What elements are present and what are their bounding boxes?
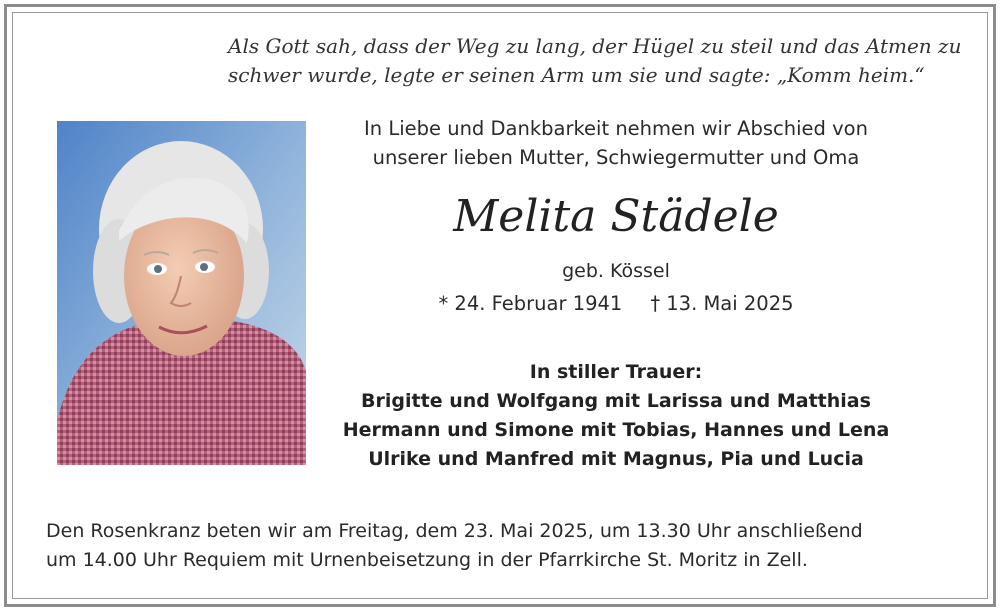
service-line: Den Rosenkranz beten wir am Freitag, dem 23. Mai 2025, um 13.30 Uhr anschließend [46, 520, 863, 542]
mourner-line: Hermann und Simone mit Tobias, Hannes und Lena [342, 419, 890, 441]
farewell-text [316, 114, 916, 172]
death-date: † 13. Mai 2025 [650, 292, 794, 315]
birth-date: * 24. Februar 1941 [438, 292, 623, 315]
mourner-line: Ulrike und Manfred mit Magnus, Pia und Lucia [368, 448, 864, 470]
mourners-block [316, 358, 916, 474]
birth-name: geb. Kössel [562, 260, 670, 282]
opening-quote [228, 32, 968, 90]
farewell-line: unserer lieben Mutter, Schwiegermutter und Oma [372, 146, 860, 169]
quote-line: schwer wurde, legte er seinen Arm um sie und sagte: „Komm heim.“ [228, 63, 925, 87]
service-info [46, 517, 976, 575]
mourner-line: Brigitte und Wolfgang mit Larissa und Matthias [361, 390, 871, 412]
quote-line: Als Gott sah, dass der Weg zu lang, der Hügel zu steil und das Atmen zu [228, 34, 962, 58]
life-dates [316, 290, 916, 318]
portrait-photo [57, 121, 306, 465]
farewell-line: In Liebe und Dankbarkeit nehmen wir Abschied von [364, 117, 868, 140]
mourners-heading: In stiller Trauer: [529, 361, 703, 383]
service-line: um 14.00 Uhr Requiem mit Urnenbeisetzung in der Pfarrkirche St. Moritz in Zell. [46, 549, 808, 571]
deceased-name: Melita Städele [453, 191, 779, 242]
